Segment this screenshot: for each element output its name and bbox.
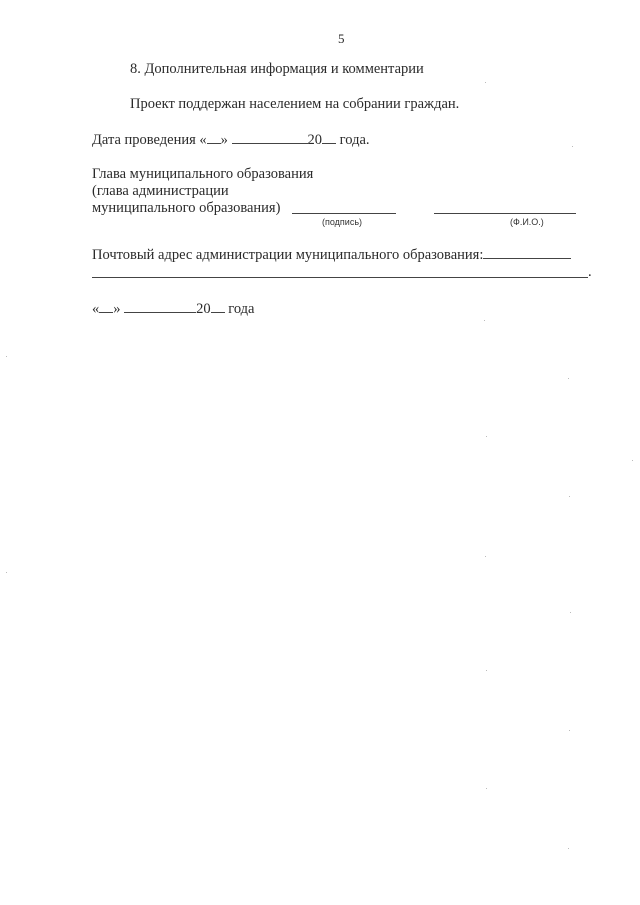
event-day-blank <box>207 131 221 144</box>
signing-date-line <box>92 300 254 318</box>
signature-caption: (подпись) <box>322 217 363 227</box>
event-month-blank <box>232 131 308 144</box>
scan-speck <box>484 320 485 321</box>
postal-address-blank <box>483 246 571 259</box>
signing-date-close: » <box>113 301 121 317</box>
event-date-label: Дата проведения « <box>92 132 207 148</box>
signing-date-suffix: года <box>224 301 255 317</box>
signing-year-blank <box>211 300 225 313</box>
section-heading: 8. Дополнительная информация и комментарии <box>130 61 424 77</box>
scan-speck <box>632 460 633 461</box>
scan-speck <box>6 356 7 357</box>
scan-speck <box>570 612 571 613</box>
scan-speck <box>486 436 487 437</box>
postal-address-end-mark: . <box>588 264 592 280</box>
full-name-caption: (Ф.И.О.) <box>510 217 544 227</box>
postal-address-line <box>92 246 571 264</box>
event-date-quote-close: » <box>220 132 228 148</box>
scan-speck <box>569 496 570 497</box>
event-year-blank <box>322 131 336 144</box>
signing-month-blank <box>124 300 196 313</box>
signatory-title-line3: муниципального образования) <box>92 200 281 216</box>
signing-day-blank <box>99 300 113 313</box>
signatory-title-line2: (глава администрации <box>92 183 229 199</box>
postal-address-label: Почтовый адрес администрации муниципального образования: <box>92 247 484 263</box>
scan-speck <box>486 788 487 789</box>
page-number: 5 <box>338 31 345 46</box>
scan-speck <box>569 730 570 731</box>
postal-address-second-line <box>92 277 588 278</box>
scan-speck <box>485 82 486 83</box>
scan-speck <box>568 848 569 849</box>
signing-year-prefix: 20 <box>196 301 211 317</box>
full-name-line <box>434 213 576 214</box>
event-year-prefix: 20 <box>307 132 323 148</box>
event-date-line <box>92 131 370 149</box>
signing-date-open: « <box>92 301 100 317</box>
scan-speck <box>6 572 7 573</box>
scan-speck <box>485 556 486 557</box>
signatory-title-line1: Глава муниципального образования <box>92 166 314 182</box>
scan-speck <box>572 146 573 147</box>
scan-speck <box>568 378 569 379</box>
event-date-suffix: года. <box>336 132 370 148</box>
scan-speck <box>486 670 487 671</box>
signature-line <box>292 213 396 214</box>
support-statement: Проект поддержан населением на собрании граждан. <box>130 96 460 112</box>
